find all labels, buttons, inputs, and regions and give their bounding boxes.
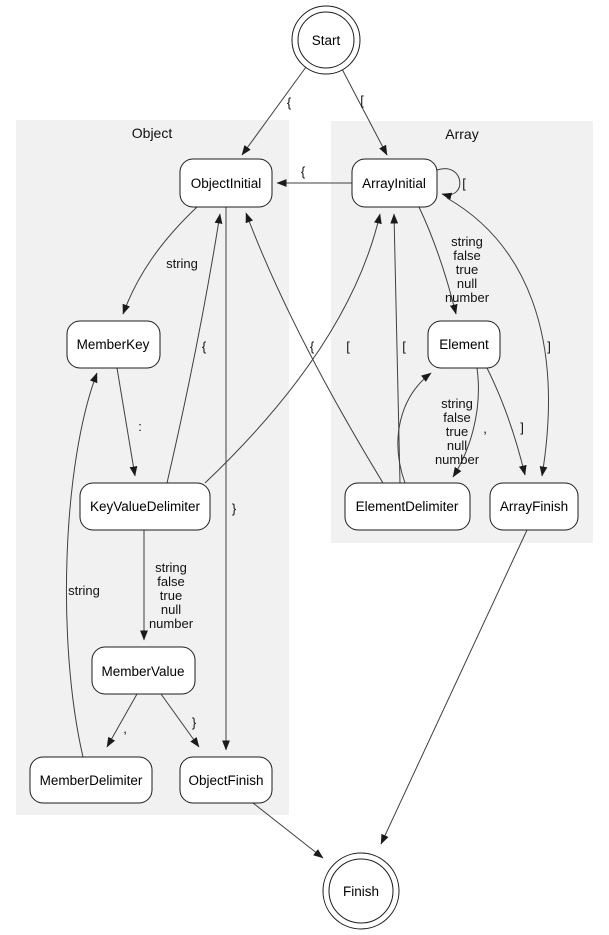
object-cluster-label: Object	[131, 125, 173, 141]
member-key-label: MemberKey	[76, 337, 150, 352]
member-value-label: MemberValue	[101, 664, 185, 679]
edge-label-object-initial-member-key: string	[166, 256, 198, 271]
node-element	[428, 321, 500, 368]
edge-label-member-delimiter-member-key: string	[68, 583, 100, 598]
edge-label-member-value-object-finish: }	[191, 715, 197, 730]
svg-text:number: number	[148, 616, 194, 631]
edge-label-start-array-initial: [	[360, 93, 364, 108]
svg-text:number: number	[434, 452, 480, 467]
edge-label-element-delimiter-array-initial: [	[402, 339, 406, 354]
object-finish-label: ObjectFinish	[188, 773, 264, 788]
array-cluster-label: Array	[445, 126, 479, 142]
element-delimiter-label: ElementDelimiter	[355, 499, 459, 514]
node-array-finish	[490, 483, 578, 530]
finish-label: Finish	[342, 884, 380, 899]
edge-label-element-element-delimiter: ,	[483, 421, 487, 436]
edge-label-element-array-finish: ]	[520, 420, 524, 435]
svg-text:false: false	[453, 248, 481, 263]
array-initial-label: ArrayInitial	[362, 176, 426, 191]
array-finish-label: ArrayFinish	[499, 499, 569, 514]
edge-label-object-initial-object-finish: }	[231, 501, 237, 516]
node-finish	[323, 853, 399, 929]
edge-label-key-value-delimiter-array-initial: [	[346, 339, 350, 354]
node-element-delimiter	[345, 483, 470, 530]
member-delimiter-label: MemberDelimiter	[39, 773, 143, 788]
node-member-delimiter	[30, 757, 152, 803]
svg-text:null: null	[160, 602, 182, 617]
object-initial-label: ObjectInitial	[190, 176, 262, 191]
svg-text:false: false	[157, 574, 185, 589]
node-array-initial	[352, 159, 437, 207]
edge-label-member-key-key-value-delimiter: :	[138, 419, 142, 434]
key-value-delimiter-label: KeyValueDelimiter	[89, 499, 201, 514]
node-start	[292, 6, 360, 74]
svg-text:true: true	[159, 588, 183, 603]
edge-label-array-initial-object-initial: {	[300, 164, 306, 179]
object-cluster	[16, 120, 289, 815]
svg-text:string: string	[155, 560, 187, 575]
edge-array-finish-finish	[381, 530, 527, 844]
svg-text:string: string	[451, 234, 483, 249]
svg-text:true: true	[445, 424, 469, 439]
svg-text:null: null	[456, 276, 478, 291]
edge-label-array-initial-self: [	[462, 176, 466, 191]
svg-text:string: string	[441, 396, 473, 411]
node-member-value	[92, 647, 195, 694]
edge-label-element-delimiter-object-initial: {	[309, 339, 315, 354]
edge-label-key-value-delimiter-object-initial: {	[201, 339, 207, 354]
svg-text:number: number	[444, 290, 490, 305]
node-object-initial	[180, 159, 272, 207]
node-object-finish	[180, 757, 272, 803]
svg-text:false: false	[443, 410, 471, 425]
node-member-key	[67, 321, 160, 368]
start-label: Start	[311, 33, 341, 48]
svg-text:null: null	[446, 438, 468, 453]
node-key-value-delimiter	[80, 483, 210, 530]
edge-label-start-object-initial: {	[286, 95, 292, 110]
svg-text:true: true	[455, 262, 479, 277]
element-label: Element	[439, 337, 489, 352]
edge-label-array-initial-array-finish: ]	[547, 339, 551, 354]
edge-label-member-value-member-delimiter: ,	[123, 721, 127, 736]
